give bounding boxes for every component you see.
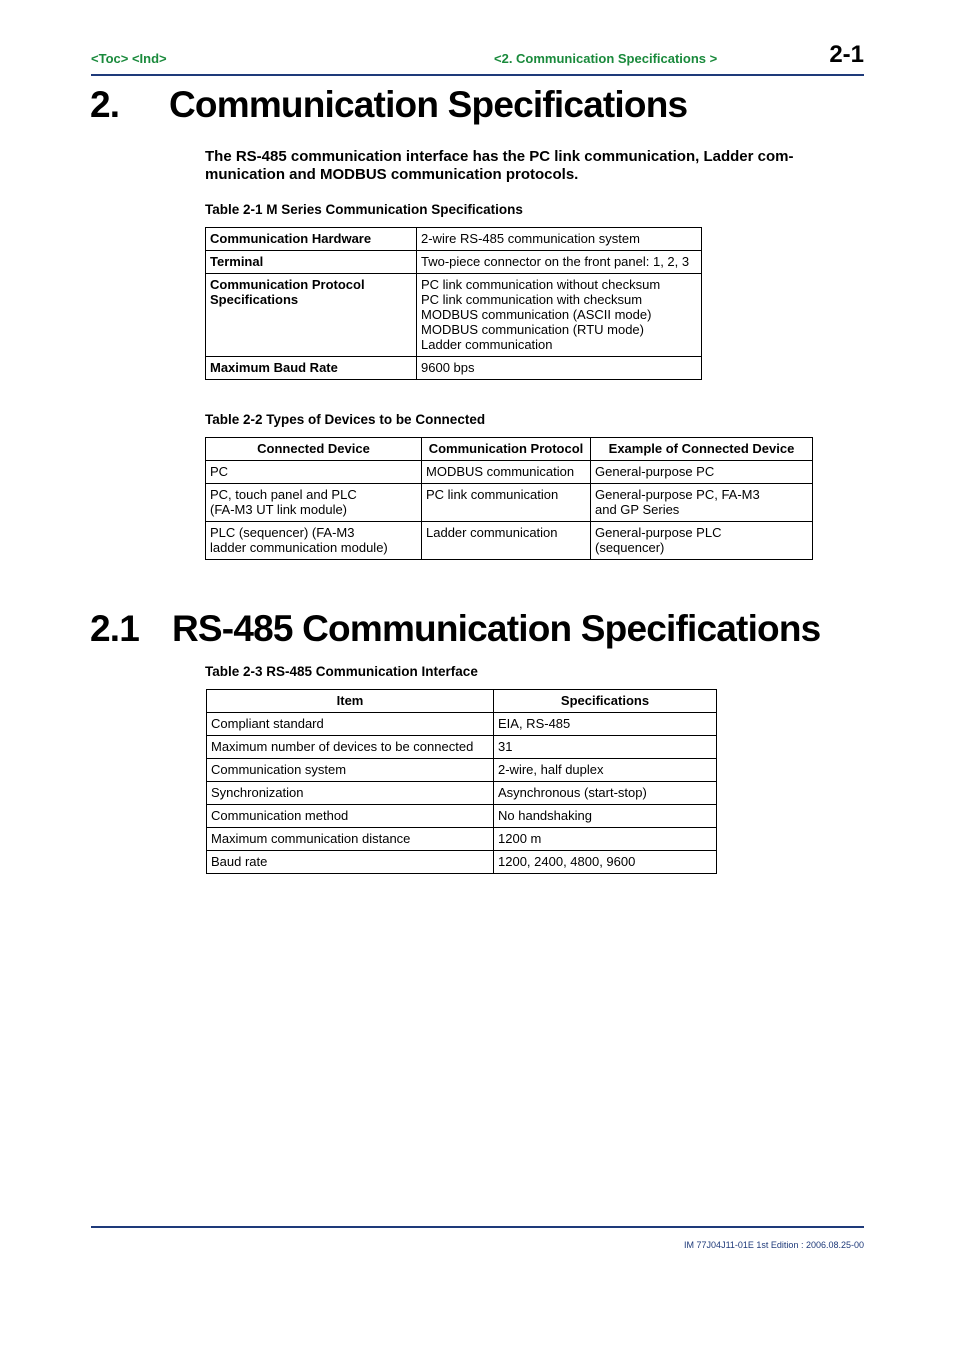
spec-value-cell: 9600 bps (417, 357, 702, 380)
column-header: Example of Connected Device (591, 438, 813, 461)
table-cell: 2-wire, half duplex (494, 759, 717, 782)
table-cell: Communication method (207, 805, 494, 828)
spec-label-cell: Maximum Baud Rate (206, 357, 417, 380)
table-cell-line: General-purpose PC, FA-M3 (595, 487, 760, 502)
table-row (207, 851, 717, 874)
spec-value-cell (417, 274, 702, 357)
m-series-spec-table (205, 227, 702, 380)
table-cell: Ladder communication (422, 522, 591, 560)
table-row (207, 736, 717, 759)
spec-label-cell (206, 274, 417, 357)
table-row (207, 759, 717, 782)
table-cell-line: and GP Series (595, 502, 680, 517)
spec-label-cell: Terminal (206, 251, 417, 274)
intro-paragraph: The RS-485 communication interface has the PC link communication, Ladder com-munication and MODBUS communication protocols. (205, 148, 794, 183)
spec-value-cell-line: MODBUS communication (ASCII mode) (421, 307, 652, 322)
table-row (207, 805, 717, 828)
spec-value-cell-line: MODBUS communication (RTU mode) (421, 322, 644, 337)
section-title-text: RS-485 Communication Specifications (172, 608, 821, 649)
table-cell-line: ladder communication module) (210, 540, 388, 555)
section-nav-link[interactable]: <2. Communication Specifications > (494, 51, 718, 66)
spec-value-cell: 2-wire RS-485 communication system (417, 228, 702, 251)
table-cell: Synchronization (207, 782, 494, 805)
spec-label-cell-line: Specifications (210, 292, 299, 307)
table-cell: 1200 m (494, 828, 717, 851)
spec-value-cell-line: PC link communication with checksum (421, 292, 643, 307)
column-header: Specifications (494, 690, 717, 713)
table-cell-line: (FA-M3 UT link module) (210, 502, 348, 517)
table-row (207, 828, 717, 851)
table-cell-line: PLC (sequencer) (FA-M3 (210, 525, 355, 540)
table1-caption: Table 2-1 M Series Communication Specifications (205, 202, 523, 217)
header-rule (91, 74, 864, 76)
table-row (206, 251, 702, 274)
chapter-title-text: Communication Specifications (169, 84, 688, 125)
document-footer: IM 77J04J11-01E 1st Edition : 2006.08.25-00 (684, 1240, 864, 1250)
table-cell (206, 522, 422, 560)
section-number: 2.1 (90, 608, 140, 649)
table-cell: EIA, RS-485 (494, 713, 717, 736)
column-header: Connected Device (206, 438, 422, 461)
spec-label-cell: Communication Hardware (206, 228, 417, 251)
table-cell: PC (206, 461, 422, 484)
table-cell: Compliant standard (207, 713, 494, 736)
table-cell: PC link communication (422, 484, 591, 522)
table-cell: No handshaking (494, 805, 717, 828)
footer-rule (91, 1226, 864, 1228)
table-row (207, 713, 717, 736)
table-cell: Asynchronous (start-stop) (494, 782, 717, 805)
spec-value-cell-line: PC link communication without checksum (421, 277, 661, 292)
column-header: Item (207, 690, 494, 713)
table-cell-line: PC, touch panel and PLC (210, 487, 357, 502)
table-cell: Baud rate (207, 851, 494, 874)
table-cell (591, 484, 813, 522)
chapter-title (90, 84, 687, 126)
table-cell: Communication system (207, 759, 494, 782)
toc-index-link[interactable]: <Toc> <Ind> (91, 51, 167, 66)
table-cell: 31 (494, 736, 717, 759)
table2-caption: Table 2-2 Types of Devices to be Connected (205, 412, 486, 427)
table-cell (591, 522, 813, 560)
table-cell: Maximum number of devices to be connected (207, 736, 494, 759)
spec-value-cell-line: Ladder communication (421, 337, 553, 352)
table-row (206, 357, 702, 380)
table-row (206, 484, 813, 522)
table-cell: General-purpose PC (591, 461, 813, 484)
table-cell-line: (sequencer) (595, 540, 665, 555)
connected-devices-table (205, 437, 813, 560)
table-row (206, 228, 702, 251)
table-row (207, 782, 717, 805)
spec-value-cell: Two-piece connector on the front panel: 1, 2, 3 (417, 251, 702, 274)
table-cell-line: General-purpose PLC (595, 525, 722, 540)
table-cell: Maximum communication distance (207, 828, 494, 851)
column-header: Communication Protocol (422, 438, 591, 461)
table-row (206, 522, 813, 560)
table-cell: 1200, 2400, 4800, 9600 (494, 851, 717, 874)
chapter-number: 2. (90, 84, 120, 125)
table3-caption: Table 2-3 RS-485 Communication Interface (205, 664, 478, 679)
table-cell (206, 484, 422, 522)
section-title (90, 608, 820, 650)
table-cell: MODBUS communication (422, 461, 591, 484)
spec-label-cell-line: Communication Protocol (210, 277, 365, 292)
rs485-interface-table (206, 689, 717, 874)
table-row (206, 461, 813, 484)
table-row (206, 274, 702, 357)
page-number: 2-1 (829, 41, 864, 68)
